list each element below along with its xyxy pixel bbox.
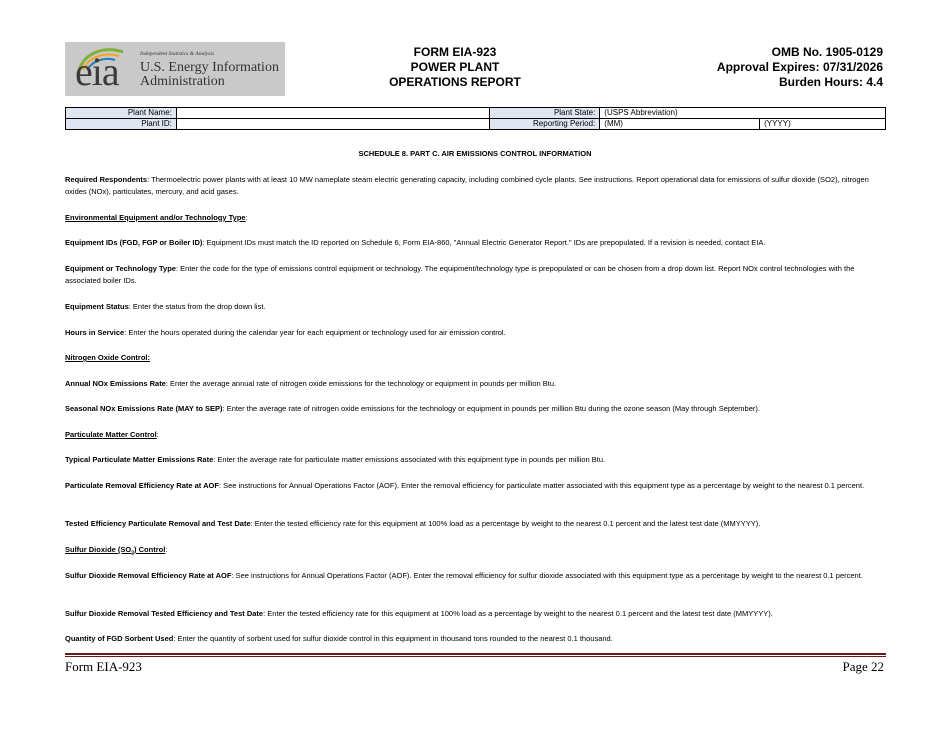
annual-nox-paragraph [65,378,885,390]
plant-state-field[interactable]: (USPS Abbreviation) [600,108,886,119]
form-title-line-2: POWER PLANT [410,60,500,74]
env-equipment-header-text: Environmental Equipment and/or Technology Type [65,213,246,222]
omb-number: OMB No. 1905-0129 [771,45,883,59]
footer-form-name: Form EIA-923 [65,659,142,674]
plant-id-row [66,119,886,130]
form-title-line-1: FORM EIA-923 [413,45,497,59]
logo-wordmark: eia [75,49,119,94]
approval-expiry: Approval Expires: 07/31/2026 [716,60,883,74]
equipment-ids-paragraph [65,237,885,249]
form-title [380,45,530,90]
hours-in-service-text: : Enter the hours operated during the calendar year for each equipment or technology used for air emission control. [124,328,506,337]
tested-pm-paragraph [65,518,885,530]
logo-agency: U.S. Energy Information Administration [140,60,279,89]
plant-name-label: Plant Name: [66,108,177,119]
so2-header: Sulfur Dioxide $(SO_2)$ Control: [65,545,168,557]
seasonal-nox-text: : Enter the average rate of nitrogen oxide emissions for the technology or equipment in pounds per million Btu during the ozone season (May through September). [222,404,760,413]
burden-hours: Burden Hours: 4.4 [778,75,883,89]
tested-pm-text: : Enter the tested efficiency rate for this equipment at 100% load as a percentage by weight to the nearest 0.1 percent and the latest test date (MMYYYY). [250,519,761,528]
schedule-title: SCHEDULE 8. PART C. AIR EMISSIONS CONTROL INFORMATION [358,149,592,158]
so2-removal-term: Sulfur Dioxide Removal Efficiency Rate at AOF [65,571,232,580]
equipment-ids-text: : Equipment IDs must match the ID reported on Schedule 6, Form EIA-860, "Annual Electric Generator Report." IDs are prepopulated. If a revision is needed, contact EIA. [202,238,766,247]
reporting-period-label: Reporting Period: [490,119,600,130]
equipment-status-paragraph [65,301,885,313]
reporting-year-field[interactable]: (YYYY) [760,119,886,130]
required-respondents-term: Required Respondents [65,175,148,184]
equipment-ids-term: Equipment IDs (FGD, FGP or Boiler ID) [65,238,203,247]
seasonal-nox-paragraph [65,403,885,415]
so2-tested-text: : Enter the tested efficiency rate for this equipment at 100% load as a percentage by weight to the nearest 0.1 percent and the latest test date (MMYYYY). [263,609,773,618]
so2-removal-paragraph [65,570,885,582]
fgd-sorbent-term: Quantity of FGD Sorbent Used [65,634,174,643]
equipment-type-paragraph [65,263,885,287]
typical-pm-term: Typical Particulate Matter Emissions Rate [65,455,214,464]
omb-block [717,45,883,90]
env-equipment-header: Environmental Equipment and/or Technology Type: [65,213,248,222]
pm-removal-paragraph [65,480,885,492]
annual-nox-term: Annual NOx Emissions Rate [65,379,166,388]
fgd-sorbent-text: : Enter the quantity of sorbent used for sulfur dioxide control in this equipment in thousand tons rounded to the nearest 0.1 thousand. [173,634,613,643]
seasonal-nox-term: Seasonal NOx Emissions Rate (MAY to SEP) [65,404,223,413]
so2-header-text [65,545,166,557]
so2-header-post: ) Control [134,545,166,554]
pm-removal-term: Particulate Removal Efficiency Rate at AOF [65,481,219,490]
annual-nox-text: : Enter the average annual rate of nitrogen oxide emissions for the technology or equipment in pounds per million Btu. [165,379,557,388]
required-respondents-paragraph [65,174,885,198]
pm-header-text: Particulate Matter Control [65,430,157,439]
logo-tagline: Independent Statistics & Analysis [140,51,214,57]
nox-header-text: Nitrogen Oxide Control: [65,353,150,362]
pm-header: Particulate Matter Control: [65,430,159,439]
footer-page-number: Page 22 [842,659,884,674]
fgd-sorbent-paragraph [65,633,885,645]
equipment-type-text: : Enter the code for the type of emissions control equipment or technology. The equipment/technology type is prepopulated or can be chosen from a drop down list. Report NOx control technologies with the associated boiler IDs. [65,264,855,285]
reporting-month-field[interactable]: (MM) [600,119,760,130]
plant-name-field[interactable] [176,108,490,119]
footer-rule-thin [65,656,886,657]
eia-logo [65,42,285,96]
hours-in-service-term: Hours in Service [65,328,125,337]
nox-header [65,352,885,364]
required-respondents-text: : Thermoelectric power plants with at least 10 MW nameplate steam electric generating capacity, including combined cycle plants. See instructions. Report operational data for emissions of sulfur dioxide (SO2), nitrogen oxides (NOx), particulates, mercury, and acid gases. [65,175,869,196]
plant-id-label: Plant ID: [66,119,177,130]
plant-id-table [65,107,886,130]
footer-rule-thick [65,653,886,655]
typical-pm-text: : Enter the average rate for particulate matter emissions associated with this equipment type in pounds per million Btu. [213,455,606,464]
tested-pm-term: Tested Efficiency Particulate Removal and Test Date [65,519,251,528]
pm-removal-text: : See instructions for Annual Operations Factor (AOF). Enter the removal efficiency for particulate matter associated with this equipment type as a percentage by weight to the nearest 0.1 percent. [218,481,865,490]
plant-state-label: Plant State: [490,108,600,119]
equipment-type-term: Equipment or Technology Type [65,264,176,273]
equipment-status-text: : Enter the status from the drop down list. [128,302,266,311]
plant-name-row [66,108,886,119]
hours-in-service-paragraph [65,327,885,339]
form-title-line-3: OPERATIONS REPORT [389,75,521,89]
so2-tested-term: Sulfur Dioxide Removal Tested Efficiency and Test Date [65,609,264,618]
so2-header-sub: 2 [131,550,135,557]
so2-tested-paragraph [65,608,885,620]
typical-pm-paragraph [65,454,885,466]
plant-id-field[interactable] [176,119,490,130]
so2-removal-text: : See instructions for Annual Operations Factor (AOF). Enter the removal efficiency for sulfur dioxide associated with this equipment type as a percentage by weight to the nearest 0.1 percent. [231,571,863,580]
so2-header-pre: Sulfur Dioxide (SO [65,545,132,554]
equipment-status-term: Equipment Status [65,302,129,311]
